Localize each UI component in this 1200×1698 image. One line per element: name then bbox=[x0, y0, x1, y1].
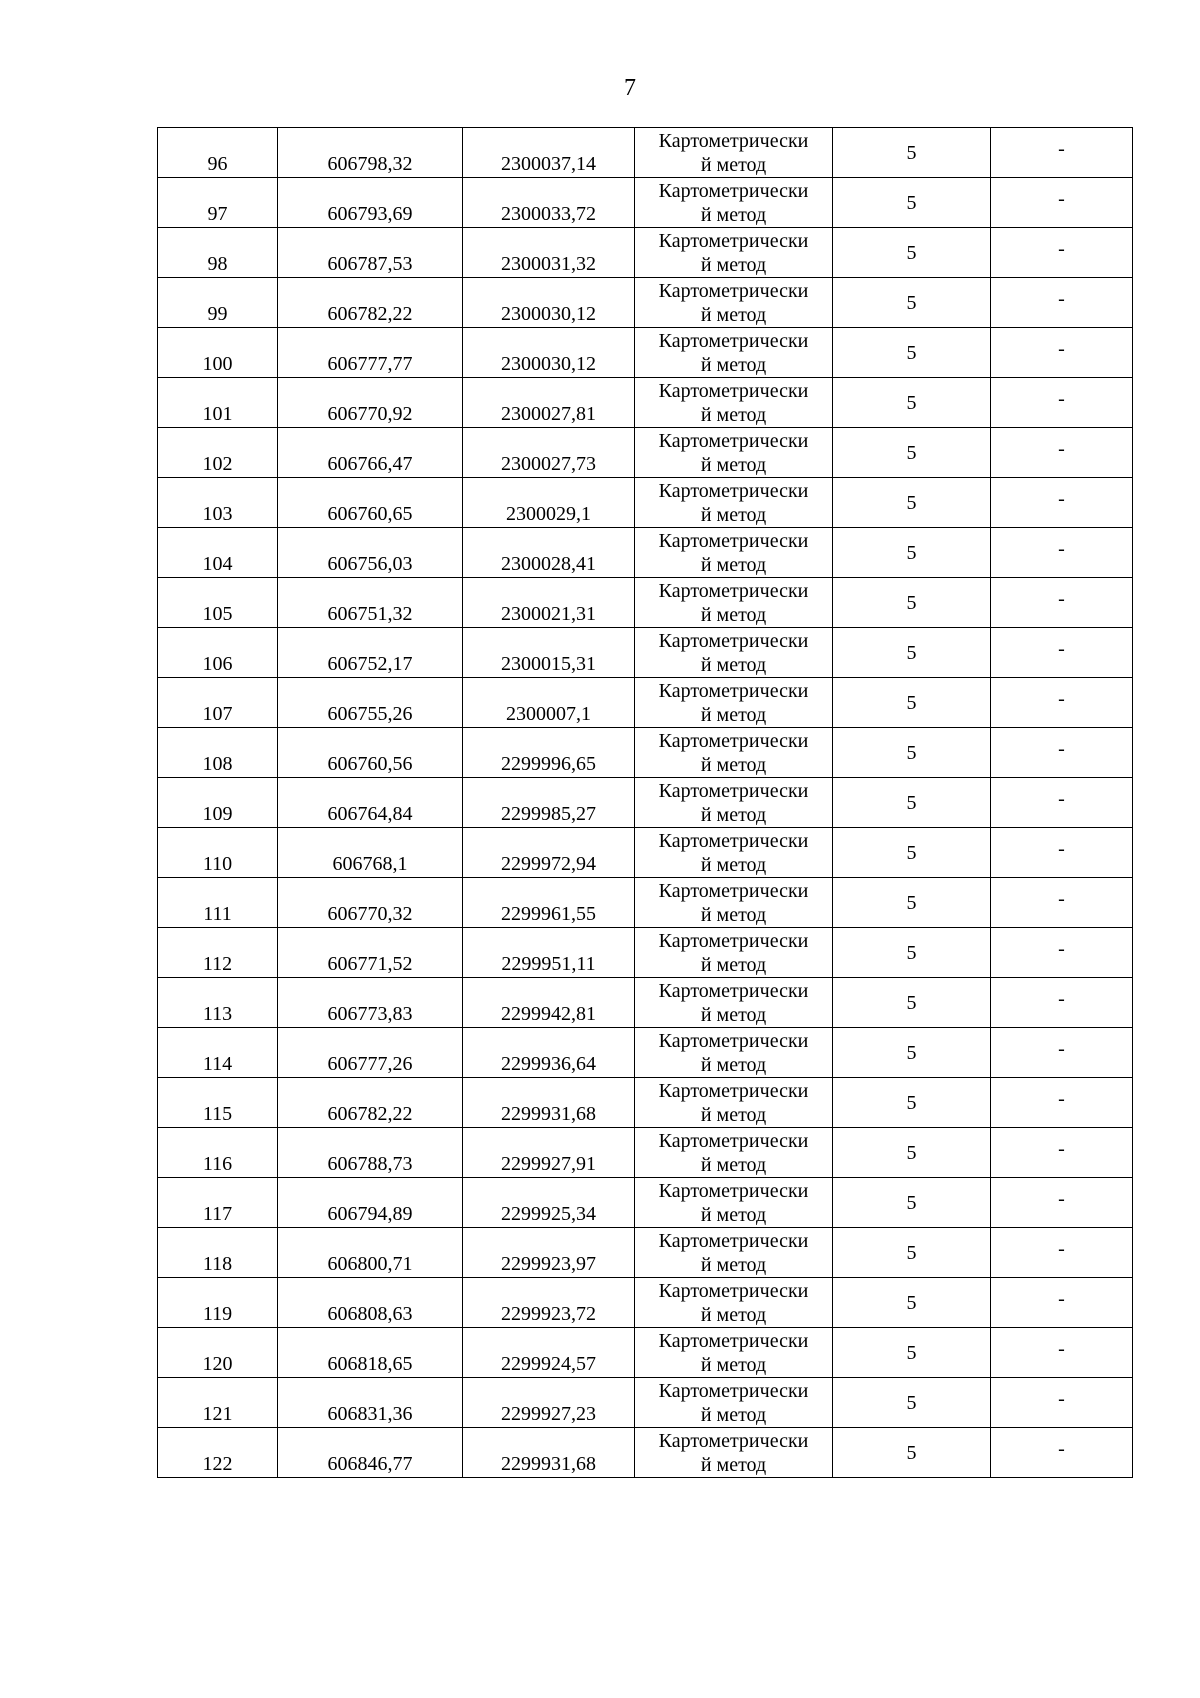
accuracy-cell: 5 bbox=[833, 728, 991, 778]
y-coordinate-cell: 2299951,11 bbox=[463, 928, 635, 978]
x-coordinate-cell: 606770,92 bbox=[278, 378, 463, 428]
method-line: Картометрически bbox=[658, 1329, 809, 1352]
method-line: й метод bbox=[700, 1103, 767, 1126]
table-row bbox=[158, 228, 1133, 278]
method-line: Картометрически bbox=[658, 679, 809, 702]
point-number-cell: 100 bbox=[158, 328, 278, 378]
x-coordinate-cell: 606756,03 bbox=[278, 528, 463, 578]
method-cell bbox=[635, 428, 833, 478]
accuracy-cell: 5 bbox=[833, 528, 991, 578]
y-coordinate-cell: 2300030,12 bbox=[463, 278, 635, 328]
method-line: й метод bbox=[700, 853, 767, 876]
accuracy-cell: 5 bbox=[833, 128, 991, 178]
point-number-cell: 115 bbox=[158, 1078, 278, 1128]
point-number-cell: 120 bbox=[158, 1328, 278, 1378]
note-cell: - bbox=[991, 1228, 1133, 1278]
method-line: Картометрически bbox=[658, 529, 809, 552]
x-coordinate-cell: 606793,69 bbox=[278, 178, 463, 228]
accuracy-cell: 5 bbox=[833, 1028, 991, 1078]
y-coordinate-cell: 2299936,64 bbox=[463, 1028, 635, 1078]
x-coordinate-cell: 606798,32 bbox=[278, 128, 463, 178]
method-line: Картометрически bbox=[658, 929, 809, 952]
x-coordinate-cell: 606846,77 bbox=[278, 1428, 463, 1478]
point-number-cell: 112 bbox=[158, 928, 278, 978]
note-cell: - bbox=[991, 1128, 1133, 1178]
x-coordinate-cell: 606752,17 bbox=[278, 628, 463, 678]
method-cell bbox=[635, 678, 833, 728]
note-cell: - bbox=[991, 478, 1133, 528]
note-cell: - bbox=[991, 578, 1133, 628]
accuracy-cell: 5 bbox=[833, 1078, 991, 1128]
note-cell: - bbox=[991, 678, 1133, 728]
method-cell bbox=[635, 478, 833, 528]
accuracy-cell: 5 bbox=[833, 978, 991, 1028]
method-line: й метод bbox=[700, 953, 767, 976]
note-cell: - bbox=[991, 1278, 1133, 1328]
point-number-cell: 116 bbox=[158, 1128, 278, 1178]
y-coordinate-cell: 2300031,32 bbox=[463, 228, 635, 278]
point-number-cell: 119 bbox=[158, 1278, 278, 1328]
method-line: Картометрически bbox=[658, 279, 809, 302]
point-number-cell: 121 bbox=[158, 1378, 278, 1428]
method-line: Картометрически bbox=[658, 1029, 809, 1052]
method-cell bbox=[635, 578, 833, 628]
y-coordinate-cell: 2299923,72 bbox=[463, 1278, 635, 1328]
accuracy-cell: 5 bbox=[833, 1128, 991, 1178]
accuracy-cell: 5 bbox=[833, 1178, 991, 1228]
method-cell bbox=[635, 1228, 833, 1278]
method-line: й метод bbox=[700, 453, 767, 476]
y-coordinate-cell: 2299942,81 bbox=[463, 978, 635, 1028]
note-cell: - bbox=[991, 928, 1133, 978]
table-row bbox=[158, 778, 1133, 828]
point-number-cell: 107 bbox=[158, 678, 278, 728]
method-line: Картометрически bbox=[658, 229, 809, 252]
method-cell bbox=[635, 778, 833, 828]
x-coordinate-cell: 606818,65 bbox=[278, 1328, 463, 1378]
accuracy-cell: 5 bbox=[833, 428, 991, 478]
accuracy-cell: 5 bbox=[833, 578, 991, 628]
method-cell bbox=[635, 628, 833, 678]
y-coordinate-cell: 2300027,81 bbox=[463, 378, 635, 428]
method-cell bbox=[635, 878, 833, 928]
table-row bbox=[158, 1078, 1133, 1128]
point-number-cell: 101 bbox=[158, 378, 278, 428]
method-line: й метод bbox=[700, 1003, 767, 1026]
method-line: Картометрически bbox=[658, 1129, 809, 1152]
table-row bbox=[158, 1178, 1133, 1228]
accuracy-cell: 5 bbox=[833, 1428, 991, 1478]
x-coordinate-cell: 606800,71 bbox=[278, 1228, 463, 1278]
point-number-cell: 102 bbox=[158, 428, 278, 478]
method-cell bbox=[635, 328, 833, 378]
point-number-cell: 97 bbox=[158, 178, 278, 228]
accuracy-cell: 5 bbox=[833, 1328, 991, 1378]
coordinates-table bbox=[157, 127, 1133, 1478]
y-coordinate-cell: 2300029,1 bbox=[463, 478, 635, 528]
method-line: Картометрически bbox=[658, 879, 809, 902]
note-cell: - bbox=[991, 378, 1133, 428]
x-coordinate-cell: 606751,32 bbox=[278, 578, 463, 628]
table-row bbox=[158, 328, 1133, 378]
note-cell: - bbox=[991, 828, 1133, 878]
method-line: Картометрически bbox=[658, 1079, 809, 1102]
method-line: й метод bbox=[700, 253, 767, 276]
method-line: й метод bbox=[700, 603, 767, 626]
accuracy-cell: 5 bbox=[833, 1278, 991, 1328]
method-line: й метод bbox=[700, 803, 767, 826]
table-row bbox=[158, 128, 1133, 178]
method-line: й метод bbox=[700, 303, 767, 326]
table-row bbox=[158, 478, 1133, 528]
x-coordinate-cell: 606764,84 bbox=[278, 778, 463, 828]
method-line: Картометрически bbox=[658, 1429, 809, 1452]
x-coordinate-cell: 606770,32 bbox=[278, 878, 463, 928]
accuracy-cell: 5 bbox=[833, 178, 991, 228]
y-coordinate-cell: 2299923,97 bbox=[463, 1228, 635, 1278]
y-coordinate-cell: 2299927,23 bbox=[463, 1378, 635, 1428]
y-coordinate-cell: 2299931,68 bbox=[463, 1078, 635, 1128]
point-number-cell: 110 bbox=[158, 828, 278, 878]
note-cell: - bbox=[991, 1428, 1133, 1478]
table-row bbox=[158, 528, 1133, 578]
method-cell bbox=[635, 978, 833, 1028]
method-cell bbox=[635, 1028, 833, 1078]
y-coordinate-cell: 2300037,14 bbox=[463, 128, 635, 178]
table-row bbox=[158, 978, 1133, 1028]
table-row bbox=[158, 578, 1133, 628]
x-coordinate-cell: 606777,77 bbox=[278, 328, 463, 378]
table-row bbox=[158, 1028, 1133, 1078]
y-coordinate-cell: 2299924,57 bbox=[463, 1328, 635, 1378]
x-coordinate-cell: 606766,47 bbox=[278, 428, 463, 478]
method-line: й метод bbox=[700, 753, 767, 776]
method-line: Картометрически bbox=[658, 1279, 809, 1302]
table-row bbox=[158, 1378, 1133, 1428]
method-line: Картометрически bbox=[658, 779, 809, 802]
method-line: Картометрически bbox=[658, 379, 809, 402]
y-coordinate-cell: 2299927,91 bbox=[463, 1128, 635, 1178]
table-row bbox=[158, 428, 1133, 478]
method-line: й метод bbox=[700, 153, 767, 176]
accuracy-cell: 5 bbox=[833, 228, 991, 278]
method-line: Картометрически bbox=[658, 1379, 809, 1402]
point-number-cell: 118 bbox=[158, 1228, 278, 1278]
accuracy-cell: 5 bbox=[833, 328, 991, 378]
method-line: Картометрически bbox=[658, 1179, 809, 1202]
accuracy-cell: 5 bbox=[833, 828, 991, 878]
point-number-cell: 106 bbox=[158, 628, 278, 678]
note-cell: - bbox=[991, 1378, 1133, 1428]
y-coordinate-cell: 2300028,41 bbox=[463, 528, 635, 578]
method-line: Картометрически bbox=[658, 979, 809, 1002]
table-row bbox=[158, 378, 1133, 428]
x-coordinate-cell: 606760,56 bbox=[278, 728, 463, 778]
method-line: й метод bbox=[700, 403, 767, 426]
x-coordinate-cell: 606831,36 bbox=[278, 1378, 463, 1428]
method-cell bbox=[635, 1128, 833, 1178]
y-coordinate-cell: 2300015,31 bbox=[463, 628, 635, 678]
note-cell: - bbox=[991, 1328, 1133, 1378]
note-cell: - bbox=[991, 878, 1133, 928]
method-line: й метод bbox=[700, 553, 767, 576]
method-cell bbox=[635, 928, 833, 978]
note-cell: - bbox=[991, 278, 1133, 328]
y-coordinate-cell: 2300007,1 bbox=[463, 678, 635, 728]
method-line: й метод bbox=[700, 1403, 767, 1426]
point-number-cell: 111 bbox=[158, 878, 278, 928]
y-coordinate-cell: 2300021,31 bbox=[463, 578, 635, 628]
method-line: й метод bbox=[700, 1353, 767, 1376]
accuracy-cell: 5 bbox=[833, 1378, 991, 1428]
note-cell: - bbox=[991, 328, 1133, 378]
method-line: Картометрически bbox=[658, 329, 809, 352]
method-cell bbox=[635, 728, 833, 778]
y-coordinate-cell: 2299985,27 bbox=[463, 778, 635, 828]
table-row bbox=[158, 828, 1133, 878]
method-line: Картометрически bbox=[658, 179, 809, 202]
note-cell: - bbox=[991, 428, 1133, 478]
y-coordinate-cell: 2299925,34 bbox=[463, 1178, 635, 1228]
method-line: Картометрически bbox=[658, 479, 809, 502]
x-coordinate-cell: 606755,26 bbox=[278, 678, 463, 728]
table-row bbox=[158, 1228, 1133, 1278]
note-cell: - bbox=[991, 228, 1133, 278]
y-coordinate-cell: 2299972,94 bbox=[463, 828, 635, 878]
method-line: й метод bbox=[700, 353, 767, 376]
method-cell bbox=[635, 128, 833, 178]
method-line: Картометрически bbox=[658, 129, 809, 152]
point-number-cell: 114 bbox=[158, 1028, 278, 1078]
method-cell bbox=[635, 1378, 833, 1428]
table-row bbox=[158, 1428, 1133, 1478]
note-cell: - bbox=[991, 978, 1133, 1028]
accuracy-cell: 5 bbox=[833, 478, 991, 528]
x-coordinate-cell: 606788,73 bbox=[278, 1128, 463, 1178]
method-line: Картометрически bbox=[658, 429, 809, 452]
method-line: й метод bbox=[700, 1153, 767, 1176]
method-cell bbox=[635, 528, 833, 578]
point-number-cell: 103 bbox=[158, 478, 278, 528]
x-coordinate-cell: 606760,65 bbox=[278, 478, 463, 528]
method-cell bbox=[635, 378, 833, 428]
y-coordinate-cell: 2299961,55 bbox=[463, 878, 635, 928]
table-row bbox=[158, 628, 1133, 678]
point-number-cell: 96 bbox=[158, 128, 278, 178]
accuracy-cell: 5 bbox=[833, 778, 991, 828]
method-cell bbox=[635, 1178, 833, 1228]
accuracy-cell: 5 bbox=[833, 278, 991, 328]
point-number-cell: 99 bbox=[158, 278, 278, 328]
point-number-cell: 117 bbox=[158, 1178, 278, 1228]
x-coordinate-cell: 606808,63 bbox=[278, 1278, 463, 1328]
point-number-cell: 108 bbox=[158, 728, 278, 778]
x-coordinate-cell: 606782,22 bbox=[278, 1078, 463, 1128]
x-coordinate-cell: 606768,1 bbox=[278, 828, 463, 878]
table-row bbox=[158, 278, 1133, 328]
table-row bbox=[158, 728, 1133, 778]
note-cell: - bbox=[991, 778, 1133, 828]
method-cell bbox=[635, 1078, 833, 1128]
method-line: й метод bbox=[700, 653, 767, 676]
method-line: й метод bbox=[700, 1253, 767, 1276]
accuracy-cell: 5 bbox=[833, 378, 991, 428]
y-coordinate-cell: 2299996,65 bbox=[463, 728, 635, 778]
method-cell bbox=[635, 828, 833, 878]
point-number-cell: 113 bbox=[158, 978, 278, 1028]
x-coordinate-cell: 606787,53 bbox=[278, 228, 463, 278]
method-line: й метод bbox=[700, 1203, 767, 1226]
accuracy-cell: 5 bbox=[833, 678, 991, 728]
note-cell: - bbox=[991, 528, 1133, 578]
note-cell: - bbox=[991, 1178, 1133, 1228]
y-coordinate-cell: 2300033,72 bbox=[463, 178, 635, 228]
method-cell bbox=[635, 1328, 833, 1378]
table-row bbox=[158, 878, 1133, 928]
method-line: й метод bbox=[700, 903, 767, 926]
point-number-cell: 105 bbox=[158, 578, 278, 628]
method-cell bbox=[635, 1278, 833, 1328]
method-cell bbox=[635, 1428, 833, 1478]
point-number-cell: 109 bbox=[158, 778, 278, 828]
method-cell bbox=[635, 278, 833, 328]
method-line: Картометрически bbox=[658, 729, 809, 752]
table-row bbox=[158, 1128, 1133, 1178]
page-number: 7 bbox=[624, 75, 636, 101]
method-line: й метод bbox=[700, 703, 767, 726]
method-line: Картометрически bbox=[658, 1229, 809, 1252]
y-coordinate-cell: 2300027,73 bbox=[463, 428, 635, 478]
accuracy-cell: 5 bbox=[833, 878, 991, 928]
method-line: Картометрически bbox=[658, 829, 809, 852]
table-row bbox=[158, 178, 1133, 228]
x-coordinate-cell: 606771,52 bbox=[278, 928, 463, 978]
note-cell: - bbox=[991, 1078, 1133, 1128]
method-line: й метод bbox=[700, 203, 767, 226]
point-number-cell: 98 bbox=[158, 228, 278, 278]
method-line: Картометрически bbox=[658, 629, 809, 652]
accuracy-cell: 5 bbox=[833, 1228, 991, 1278]
x-coordinate-cell: 606782,22 bbox=[278, 278, 463, 328]
coordinates-table-body bbox=[158, 128, 1133, 1478]
method-cell bbox=[635, 178, 833, 228]
x-coordinate-cell: 606794,89 bbox=[278, 1178, 463, 1228]
note-cell: - bbox=[991, 178, 1133, 228]
method-line: й метод bbox=[700, 1303, 767, 1326]
table-row bbox=[158, 678, 1133, 728]
note-cell: - bbox=[991, 1028, 1133, 1078]
note-cell: - bbox=[991, 728, 1133, 778]
note-cell: - bbox=[991, 128, 1133, 178]
accuracy-cell: 5 bbox=[833, 628, 991, 678]
table-row bbox=[158, 1278, 1133, 1328]
table-row bbox=[158, 1328, 1133, 1378]
method-line: Картометрически bbox=[658, 579, 809, 602]
method-line: й метод bbox=[700, 503, 767, 526]
accuracy-cell: 5 bbox=[833, 928, 991, 978]
method-line: й метод bbox=[700, 1053, 767, 1076]
y-coordinate-cell: 2299931,68 bbox=[463, 1428, 635, 1478]
x-coordinate-cell: 606773,83 bbox=[278, 978, 463, 1028]
point-number-cell: 122 bbox=[158, 1428, 278, 1478]
method-line: й метод bbox=[700, 1453, 767, 1476]
table-row bbox=[158, 928, 1133, 978]
x-coordinate-cell: 606777,26 bbox=[278, 1028, 463, 1078]
note-cell: - bbox=[991, 628, 1133, 678]
method-cell bbox=[635, 228, 833, 278]
point-number-cell: 104 bbox=[158, 528, 278, 578]
y-coordinate-cell: 2300030,12 bbox=[463, 328, 635, 378]
